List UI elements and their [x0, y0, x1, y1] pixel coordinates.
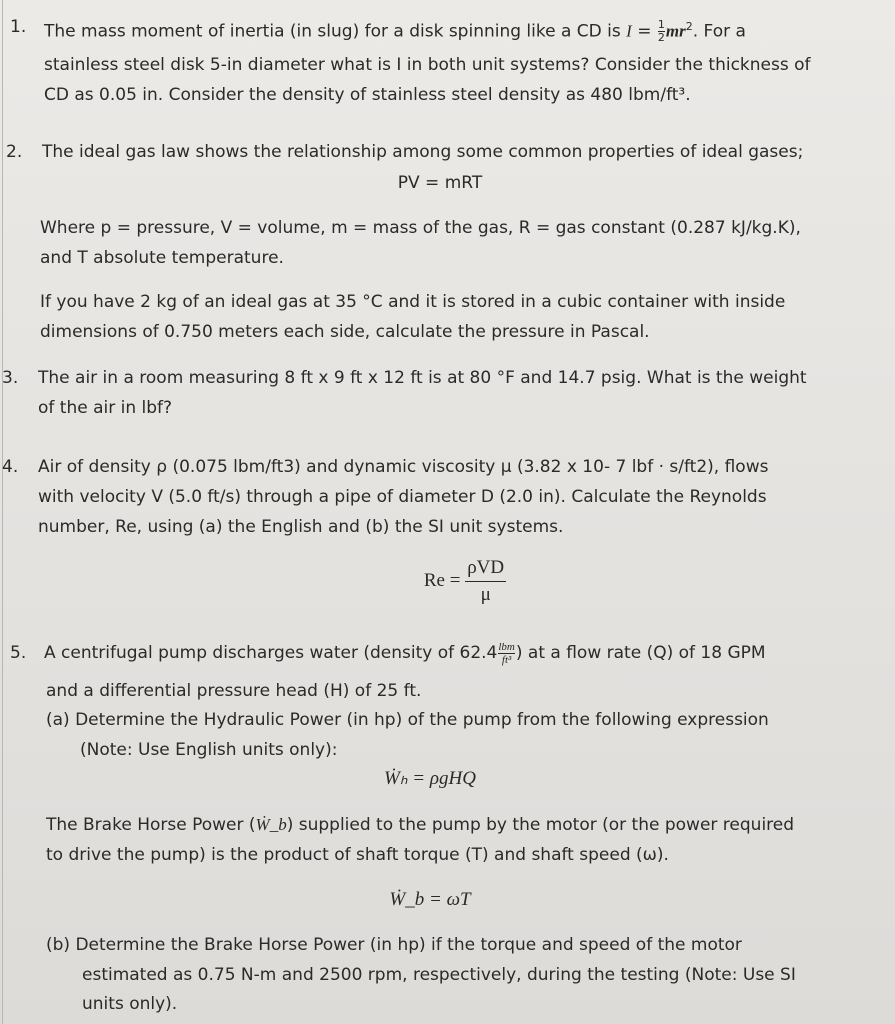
- reynolds-lhs: Re =: [423, 569, 466, 591]
- question-3-line-2: of the air in lbf?: [38, 398, 173, 418]
- formula-equals: =: [631, 21, 657, 42]
- ideal-gas-equation: PV = mRT: [397, 173, 483, 193]
- question-2-line-2: Where p = pressure, V = volume, m = mass of the gas, R = gas constant (0.287 kJ/kg.K),: [40, 218, 801, 238]
- reynolds-equation: [400, 555, 530, 608]
- question-2-line-5: dimensions of 0.750 meters each side, calculate the pressure in Pascal.: [40, 322, 650, 342]
- reynolds-fraction: [465, 555, 506, 608]
- question-4-line-2: with velocity V (5.0 ft/s) through a pipe of diameter D (2.0 in). Calculate the Reynolds: [38, 487, 767, 507]
- question-5-line-1: [44, 638, 766, 668]
- question-5-text-1: [46, 810, 794, 840]
- density-unit-fraction: [498, 641, 515, 666]
- question-1-number: 1.: [10, 17, 27, 37]
- question-4-line-1: Air of density ρ (0.075 lbm/ft3) and dynamic viscosity μ (3.82 x 10- 7 lbf · s/ft2), flows: [38, 457, 769, 477]
- question-4-line-3: number, Re, using (a) the English and (b) the SI unit systems.: [38, 517, 564, 537]
- formula-mr: mr: [665, 21, 686, 41]
- question-1-text: The mass moment of inertia (in slug) for a disk spinning like a CD is: [44, 21, 627, 42]
- question-3-line-1: The air in a room measuring 8 ft x 9 ft x 12 ft is at 80 °F and 14.7 psig. What is the weight: [38, 368, 807, 388]
- question-2-number: 2.: [6, 142, 23, 162]
- question-5b-line-2: estimated as 0.75 N-m and 2500 rpm, respectively, during the testing (Note: Use SI: [82, 965, 796, 985]
- question-4-number: 4.: [2, 457, 19, 477]
- brake-text-pre: The Brake Horse Power (: [46, 815, 256, 835]
- question-5b-line-3: units only).: [82, 994, 178, 1014]
- question-5b-line-1: (b) Determine the Brake Horse Power (in hp) if the torque and speed of the motor: [46, 935, 742, 955]
- margin-line: [2, 0, 3, 1024]
- brake-power-equation: Ẇ_b = ωT: [389, 889, 471, 910]
- brake-power-symbol: Ẇ_b: [255, 815, 287, 834]
- question-1-line-1: [44, 12, 746, 47]
- question-1-text-post: . For a: [692, 21, 746, 42]
- reynolds-denominator: μ: [480, 584, 491, 605]
- question-5a-line-2: (Note: Use English units only):: [80, 740, 338, 760]
- question-5-text-post: ) at a flow rate (Q) of 18 GPM: [515, 643, 766, 663]
- unit-denominator: ft³: [501, 653, 512, 666]
- formula-exponent: 2: [685, 20, 693, 33]
- question-5a-line-1: (a) Determine the Hydraulic Power (in hp) of the pump from the following expression: [46, 710, 769, 730]
- question-5-text-2: to drive the pump) is the product of shaft torque (T) and shaft speed (ω).: [46, 845, 669, 865]
- question-2-line-4: If you have 2 kg of an ideal gas at 35 °C and it is stored in a cubic container with inside: [40, 292, 786, 312]
- question-2-line-1: The ideal gas law shows the relationship among some common properties of ideal gases;: [42, 142, 804, 162]
- question-5-number: 5.: [10, 643, 27, 663]
- question-2-line-3: and T absolute temperature.: [40, 248, 284, 268]
- formula-fraction: [658, 19, 665, 44]
- formula-inertia-symbol: I: [626, 21, 632, 41]
- question-1-line-2: stainless steel disk 5-in diameter what is I in both unit systems? Consider the thickness of: [44, 55, 811, 75]
- question-5-line-2: and a differential pressure head (H) of 25 ft.: [46, 681, 422, 701]
- fraction-numerator: 1: [657, 18, 665, 32]
- unit-numerator: lbm: [498, 640, 515, 653]
- fraction-denominator: 2: [657, 31, 665, 45]
- question-1-line-3: CD as 0.05 in. Consider the density of stainless steel density as 480 lbm/ft³.: [44, 85, 691, 105]
- question-5-text: A centrifugal pump discharges water (density of 62.4: [44, 643, 498, 663]
- hydraulic-power-equation: Ẇₕ = ρgHQ: [384, 768, 476, 789]
- question-3-number: 3.: [2, 368, 19, 388]
- reynolds-numerator: ρVD: [465, 555, 506, 582]
- brake-text-post: ) supplied to the pump by the motor (or the power required: [286, 815, 795, 835]
